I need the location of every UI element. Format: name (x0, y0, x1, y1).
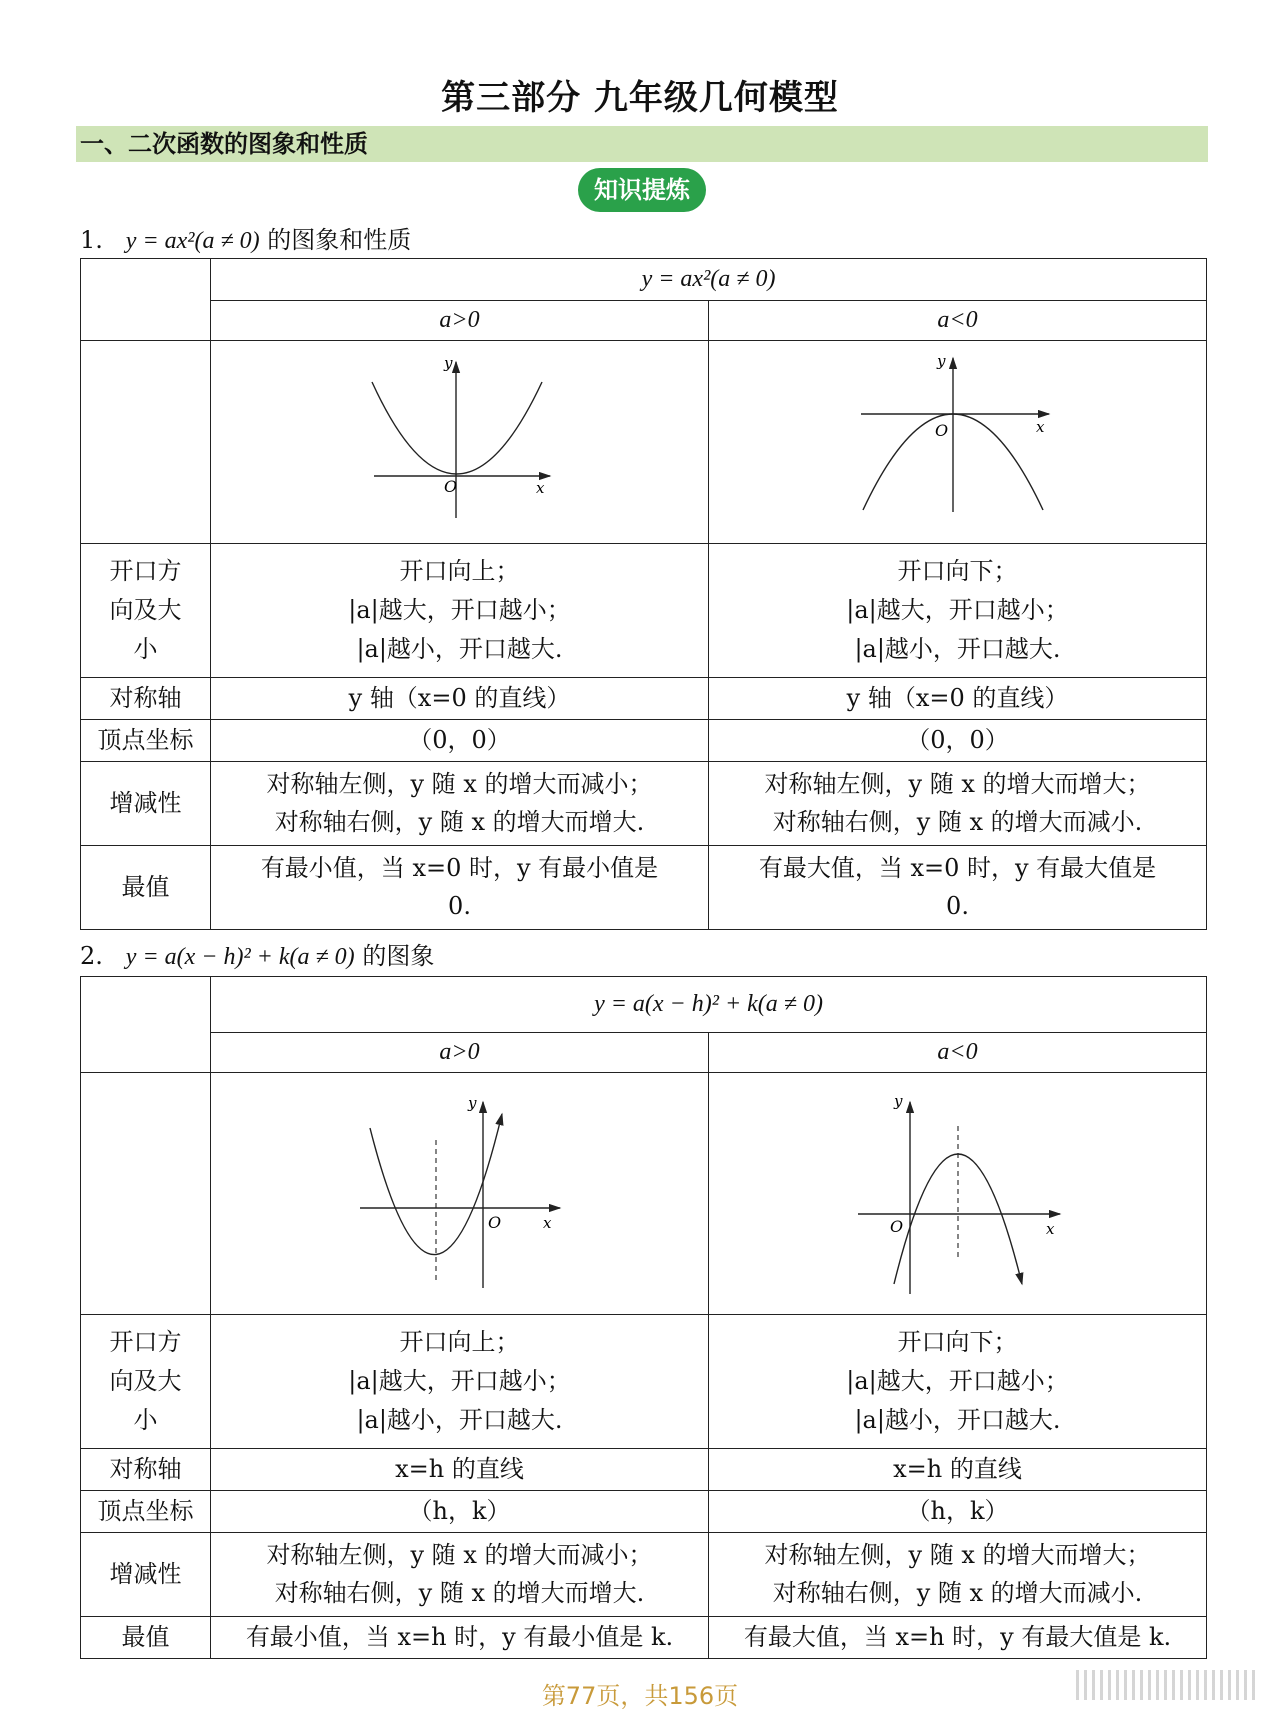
monotonicity-positive (211, 1532, 709, 1616)
opening-negative (709, 1314, 1207, 1448)
table-part1 (80, 258, 1207, 930)
monotonicity-positive (211, 761, 709, 845)
y-axis-label: y (936, 351, 945, 370)
column-a-positive: a>0 (211, 301, 709, 341)
parabola-down-graph (853, 352, 1063, 532)
monotonicity-negative (709, 1532, 1207, 1616)
monotonicity-line: 对称轴左侧，y 随 x 的增大而增大； (764, 769, 1151, 798)
monotonicity-label: 增减性 (81, 1532, 211, 1616)
graph-row-label (81, 1072, 211, 1314)
vertex-label: 顶点坐标 (81, 719, 211, 761)
corner-cell (81, 977, 211, 1073)
part2-heading (80, 936, 434, 971)
vertex-label: 顶点坐标 (81, 1490, 211, 1532)
opening-line: |a|越小，开口越大. (356, 634, 563, 663)
monotonicity-line: 对称轴右侧，y 随 x 的增大而减小. (772, 1579, 1143, 1608)
parabola-curve (372, 382, 542, 474)
x-axis-label: x (542, 1214, 551, 1233)
extreme-line: 有最小值，当 x=0 时，y 有最小值是 (260, 853, 659, 882)
opening-line: 开口向上； (399, 1328, 520, 1357)
monotonicity-line: 对称轴右侧，y 随 x 的增大而增大. (274, 1579, 645, 1608)
graph-cell-positive (211, 1072, 709, 1314)
graph-row-label (81, 340, 211, 543)
extreme-positive: 有最小值，当 x=h 时，y 有最小值是 k. (211, 1616, 709, 1658)
opening-negative (709, 543, 1207, 677)
column-a-negative: a<0 (709, 301, 1207, 341)
extreme-label: 最值 (81, 1616, 211, 1658)
part1-number: 1. (80, 226, 103, 254)
opening-label: 开口方向及大小 (81, 543, 211, 677)
extreme-line: 有最大值，当 x=0 时，y 有最大值是 (758, 853, 1157, 882)
extreme-positive (211, 845, 709, 929)
axis-negative: x=h 的直线 (709, 1448, 1207, 1490)
part2-heading-suffix: 的图象 (362, 942, 435, 970)
x-axis-label: x (1045, 1220, 1054, 1239)
origin-label: O (487, 1213, 501, 1233)
axis-negative: y 轴（x=0 的直线） (709, 677, 1207, 719)
page-footer: 第77页，共156页 (541, 1682, 739, 1710)
axis-positive: y 轴（x=0 的直线） (211, 677, 709, 719)
origin-label: O (889, 1217, 903, 1237)
axis-label: 对称轴 (81, 677, 211, 719)
graph-cell-positive (211, 340, 709, 543)
extreme-line: 0. (946, 892, 969, 921)
origin-label: O (934, 420, 948, 440)
opening-positive (211, 1314, 709, 1448)
page-title: 第三部分 九年级几何模型 (441, 78, 839, 118)
y-axis-label: y (467, 1094, 476, 1113)
part1-formula: y = ax²(a ≠ 0) (125, 228, 260, 254)
knowledge-badge: 知识提炼 (578, 168, 706, 212)
opening-line: 开口向下； (897, 557, 1018, 586)
vertex-positive: （h，k） (211, 1490, 709, 1532)
opening-line: |a|越小，开口越大. (854, 634, 1061, 663)
opening-line: |a|越大，开口越小； (348, 1366, 571, 1395)
opening-line: |a|越大，开口越小； (846, 595, 1069, 624)
monotonicity-line: 对称轴左侧，y 随 x 的增大而减小； (266, 769, 653, 798)
watermark-barcode (1076, 1670, 1256, 1700)
monotonicity-line: 对称轴左侧，y 随 x 的增大而增大； (764, 1540, 1151, 1569)
monotonicity-line: 对称轴左侧，y 随 x 的增大而减小； (266, 1540, 653, 1569)
monotonicity-label: 增减性 (81, 761, 211, 845)
extreme-negative: 有最大值，当 x=h 时，y 有最大值是 k. (709, 1616, 1207, 1658)
column-a-negative: a<0 (709, 1033, 1207, 1073)
section-title: 一、二次函数的图象和性质 (76, 126, 1208, 162)
axis-label: 对称轴 (81, 1448, 211, 1490)
opening-line: 开口向下； (897, 1328, 1018, 1357)
opening-line: |a|越大，开口越小； (348, 595, 571, 624)
column-a-positive: a>0 (211, 1033, 709, 1073)
table-part2 (80, 976, 1207, 1659)
part2-number: 2. (80, 942, 103, 970)
opening-line: |a|越小，开口越大. (356, 1405, 563, 1434)
corner-cell (81, 259, 211, 341)
vertex-negative: （0，0） (709, 719, 1207, 761)
opening-line: 开口向上； (399, 557, 520, 586)
graph-cell-negative (709, 340, 1207, 543)
y-axis-label: y (893, 1092, 902, 1111)
opening-label: 开口方向及大小 (81, 1314, 211, 1448)
extreme-label: 最值 (81, 845, 211, 929)
opening-positive (211, 543, 709, 677)
opening-line: |a|越小，开口越大. (854, 1405, 1061, 1434)
table-formula: y = ax²(a ≠ 0) (211, 259, 1207, 301)
vertex-negative: （h，k） (709, 1490, 1207, 1532)
shifted-parabola-up-graph (350, 1088, 570, 1298)
y-axis-label: y (443, 353, 452, 372)
origin-label: O (443, 476, 457, 496)
part2-formula: y = a(x − h)² + k(a ≠ 0) (125, 944, 355, 970)
extreme-negative (709, 845, 1207, 929)
monotonicity-negative (709, 761, 1207, 845)
x-axis-label: x (535, 478, 544, 497)
vertex-positive: （0，0） (211, 719, 709, 761)
graph-cell-negative (709, 1072, 1207, 1314)
monotonicity-line: 对称轴右侧，y 随 x 的增大而增大. (274, 808, 645, 837)
x-axis-label: x (1035, 417, 1044, 436)
parabola-up-graph (360, 352, 560, 532)
shifted-parabola-down-graph (848, 1088, 1068, 1298)
opening-line: |a|越大，开口越小； (846, 1366, 1069, 1395)
extreme-line: 0. (448, 892, 471, 921)
table-formula: y = a(x − h)² + k(a ≠ 0) (211, 977, 1207, 1033)
axis-positive: x=h 的直线 (211, 1448, 709, 1490)
monotonicity-line: 对称轴右侧，y 随 x 的增大而减小. (772, 808, 1143, 837)
part1-heading (80, 220, 411, 255)
part1-heading-suffix: 的图象和性质 (267, 226, 412, 254)
